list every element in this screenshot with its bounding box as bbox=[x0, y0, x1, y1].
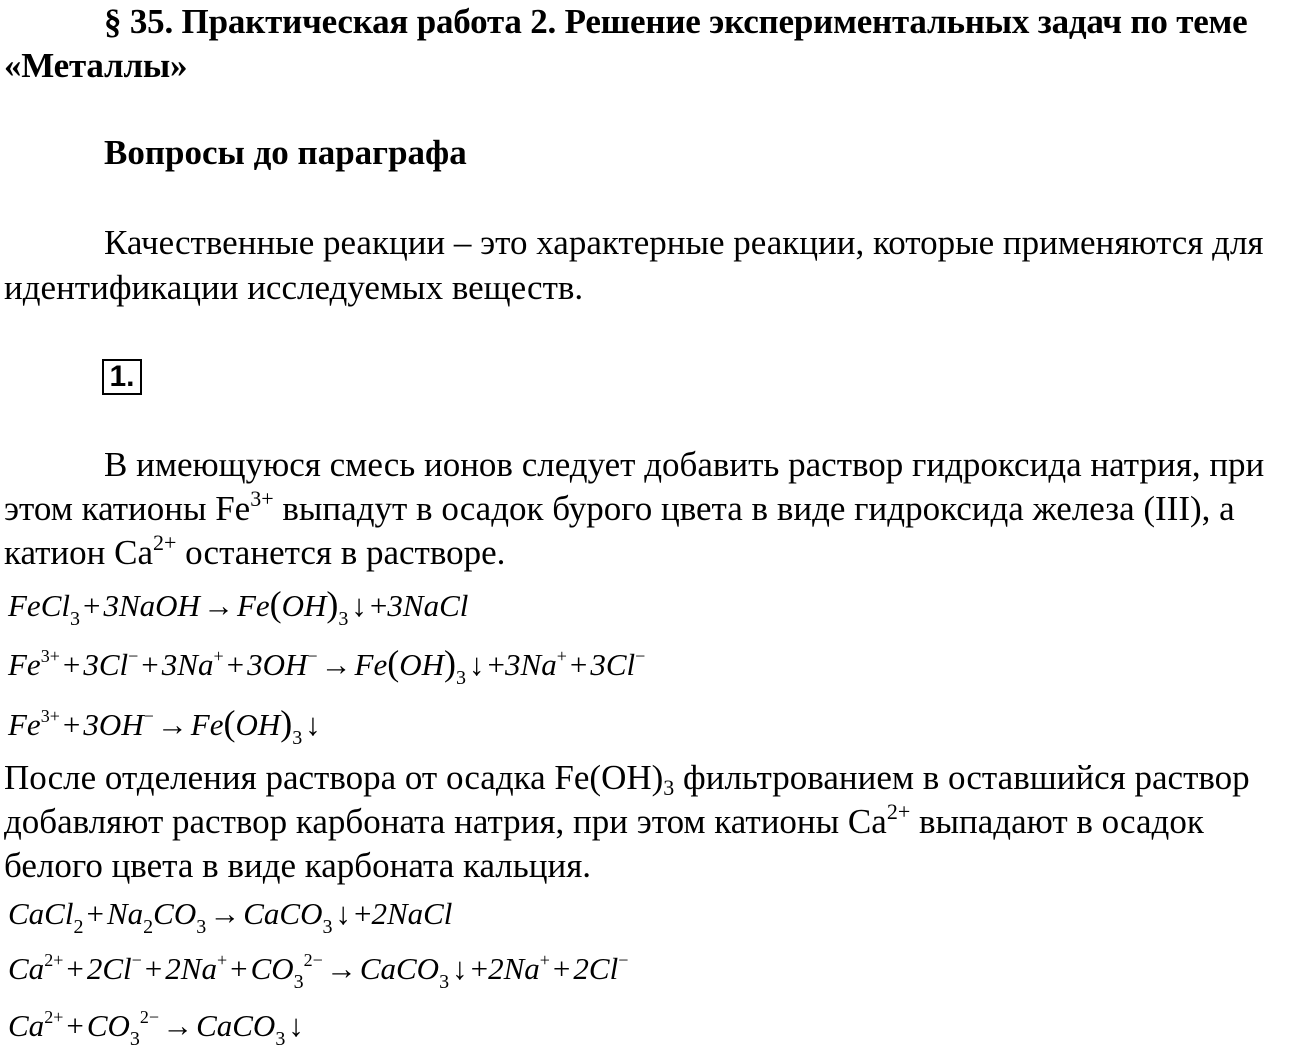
eq-term: OH bbox=[399, 647, 445, 682]
equation-ca-molecular bbox=[8, 894, 453, 938]
eq-term: Fe bbox=[354, 647, 388, 682]
eq-term: 3Na bbox=[505, 647, 557, 682]
eq-term: 3Cl bbox=[590, 647, 636, 682]
eq-subscript: 3 bbox=[338, 608, 349, 630]
eq-subscript: 3 bbox=[293, 971, 304, 993]
eq-paren: ) bbox=[326, 584, 339, 624]
reaction-arrow: → bbox=[162, 1008, 194, 1043]
task-text-part3: останется в растворе. bbox=[176, 533, 506, 572]
eq-term: CO bbox=[86, 1008, 130, 1043]
precipitate-arrow: ↓ bbox=[452, 951, 468, 986]
eq-term: Ca bbox=[8, 951, 45, 986]
eq-operator: + bbox=[66, 951, 84, 986]
task-paragraph bbox=[4, 443, 1302, 575]
eq-superscript: − bbox=[128, 646, 139, 666]
eq-operator: + bbox=[230, 951, 248, 986]
eq-term: 3Cl bbox=[83, 647, 129, 682]
section-heading: Вопросы до параграфа bbox=[104, 133, 467, 172]
eq-superscript: 3+ bbox=[40, 706, 60, 726]
task-number: 1 bbox=[109, 360, 127, 393]
task-text-part2: выпадут в осадок бурого цвета в виде гидроксида железа (III), а катион Ca bbox=[4, 489, 1235, 572]
eq-superscript: + bbox=[539, 950, 550, 970]
eq-superscript: − bbox=[618, 950, 629, 970]
equation-fe-short-ionic bbox=[8, 703, 324, 749]
eq-term: 2Na bbox=[488, 951, 540, 986]
page-title: § 35. Практическая работа 2. Решение экспериментальных задач по теме «Металлы» bbox=[4, 2, 1248, 85]
eq-subscript: 3 bbox=[292, 727, 303, 749]
eq-subscript: 3 bbox=[439, 971, 450, 993]
intro-paragraph: Качественные реакции – это характерные реакции, которые применяются для идентификации исследуемых веществ. bbox=[4, 223, 1264, 307]
precipitate-arrow: ↓ bbox=[305, 707, 321, 742]
eq-operator: + bbox=[470, 951, 489, 986]
task-superscript-ca: 2+ bbox=[153, 530, 177, 555]
eq-term: 2Cl bbox=[573, 951, 619, 986]
eq-term: Na bbox=[106, 896, 144, 931]
after-text-part2: фильтрованием в оставшийся раствор добавляют раствор карбоната натрия, при этом катионы Ca bbox=[4, 758, 1250, 841]
eq-term: FeCl bbox=[8, 588, 70, 623]
eq-subscript: 3 bbox=[322, 916, 333, 938]
eq-term: CaCO bbox=[359, 951, 440, 986]
eq-term: 2Na bbox=[165, 951, 217, 986]
eq-term: Fe bbox=[8, 707, 41, 742]
precipitate-arrow: ↓ bbox=[469, 647, 485, 682]
eq-superscript: + bbox=[213, 646, 224, 666]
eq-paren: ) bbox=[444, 643, 457, 683]
eq-superscript: 2+ bbox=[44, 950, 64, 970]
task-superscript-fe: 3+ bbox=[250, 486, 274, 511]
eq-term: 2NaCl bbox=[371, 896, 453, 931]
task-number-dot: . bbox=[126, 360, 135, 393]
eq-superscript: − bbox=[635, 646, 646, 666]
eq-subscript: 3 bbox=[129, 1028, 140, 1050]
eq-operator: + bbox=[226, 647, 245, 682]
eq-term: Fe bbox=[8, 647, 41, 682]
reaction-arrow: → bbox=[320, 647, 352, 682]
after-text-part1: После отделения раствора от осадка Fe(OH) bbox=[4, 758, 664, 797]
after-paragraph bbox=[4, 756, 1302, 888]
eq-superscript: 2− bbox=[303, 950, 323, 970]
eq-term: Ca bbox=[8, 1008, 45, 1043]
task-number-box bbox=[102, 359, 142, 395]
equation-ca-short-ionic bbox=[8, 1006, 307, 1050]
after-subscript: 3 bbox=[663, 775, 675, 800]
eq-term: CO bbox=[153, 896, 197, 931]
eq-paren: ( bbox=[387, 643, 400, 683]
equation-ca-full-ionic bbox=[8, 949, 629, 993]
eq-term: 3NaCl bbox=[387, 588, 469, 623]
reaction-arrow: → bbox=[156, 707, 188, 742]
eq-operator: + bbox=[83, 588, 101, 623]
eq-superscript: + bbox=[556, 646, 567, 666]
eq-subscript: 2 bbox=[73, 916, 84, 938]
eq-operator: + bbox=[144, 951, 163, 986]
eq-operator: + bbox=[552, 951, 571, 986]
eq-superscript: 3+ bbox=[40, 646, 60, 666]
eq-term: Fe bbox=[236, 588, 270, 623]
eq-term: CaCO bbox=[196, 1008, 276, 1043]
eq-paren: ( bbox=[223, 703, 236, 743]
eq-operator: + bbox=[353, 896, 372, 931]
after-superscript-ca: 2+ bbox=[886, 799, 911, 824]
eq-operator: + bbox=[141, 647, 159, 682]
eq-operator: + bbox=[569, 647, 588, 682]
precipitate-arrow: ↓ bbox=[351, 588, 367, 623]
eq-term: CaCl bbox=[8, 896, 74, 931]
reaction-arrow: → bbox=[202, 588, 234, 623]
eq-term: 3OH bbox=[83, 707, 144, 742]
equation-fe-molecular bbox=[8, 584, 469, 630]
eq-superscript: − bbox=[307, 646, 318, 666]
eq-term: CaCO bbox=[243, 896, 323, 931]
eq-term: 3NaOH bbox=[103, 588, 200, 623]
eq-paren: ( bbox=[269, 584, 282, 624]
eq-subscript: 3 bbox=[456, 667, 467, 689]
eq-subscript: 3 bbox=[70, 608, 80, 630]
reaction-arrow: → bbox=[325, 951, 357, 986]
precipitate-arrow: ↓ bbox=[335, 896, 351, 931]
eq-term: CO bbox=[250, 951, 294, 986]
eq-term: 2Cl bbox=[86, 951, 132, 986]
eq-superscript: 2+ bbox=[44, 1007, 64, 1027]
eq-operator: + bbox=[62, 707, 81, 742]
precipitate-arrow: ↓ bbox=[288, 1008, 304, 1043]
eq-operator: + bbox=[86, 896, 104, 931]
eq-operator: + bbox=[487, 647, 506, 682]
eq-term: 3OH bbox=[247, 647, 308, 682]
eq-subscript: 3 bbox=[196, 916, 207, 938]
eq-operator: + bbox=[369, 588, 388, 623]
eq-term: OH bbox=[281, 588, 327, 623]
equation-fe-full-ionic bbox=[8, 643, 646, 689]
task-text-part1: В имеющуюся смесь ионов следует добавить раствор гидроксида натрия, при этом катионы Fe bbox=[4, 445, 1265, 528]
eq-term: 3Na bbox=[161, 647, 214, 682]
eq-term: OH bbox=[235, 707, 281, 742]
eq-subscript: 3 bbox=[275, 1028, 286, 1050]
eq-superscript: 2− bbox=[139, 1007, 160, 1027]
eq-subscript: 2 bbox=[143, 916, 154, 938]
eq-superscript: − bbox=[143, 706, 154, 726]
eq-superscript: + bbox=[216, 950, 228, 970]
eq-operator: + bbox=[66, 1008, 84, 1043]
eq-paren: ) bbox=[280, 703, 293, 743]
eq-superscript: − bbox=[131, 950, 142, 970]
after-text-part3: выпадают в осадок белого цвета в виде карбоната кальция. bbox=[4, 802, 1204, 885]
eq-operator: + bbox=[62, 647, 81, 682]
reaction-arrow: → bbox=[209, 896, 241, 931]
eq-term: Fe bbox=[190, 707, 224, 742]
